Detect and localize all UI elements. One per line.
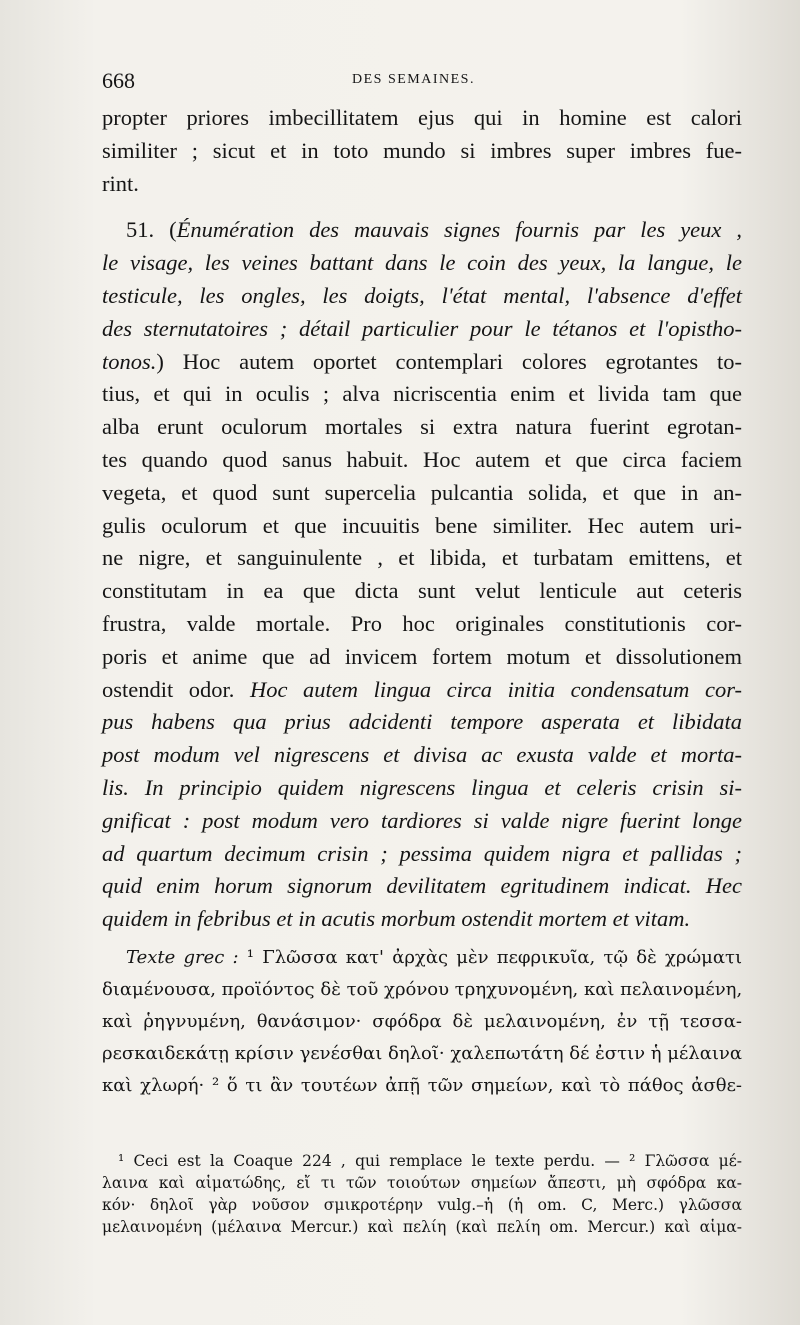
text-line	[102, 772, 742, 805]
italic-segment: des sternutatoires ; détail particulier pour le tétanos et l'opistho-	[102, 315, 742, 341]
text-line: similiter ; sicut et in toto mundo si imbres super imbres fue-	[102, 137, 742, 163]
running-head: DES SEMAINES.	[352, 72, 475, 87]
italic-segment: Hoc autem lingua circa initia condensatum cor-	[250, 676, 743, 702]
text-segment: καὶ χλωρή· ² ὅ τι ἂν τουτέων ἀπῇ τῶν σημείων, καὶ τὸ πάθος ἀσθε-	[102, 1074, 742, 1096]
italic-segment: Énumération des mauvais signes fournis par les yeux ,	[176, 217, 743, 243]
text-segment: ¹ Γλῶσσα κατ' ἀρχὰς μὲν πεφρικυῖα, τῷ δὲ χρώματι	[246, 946, 743, 968]
text-line	[102, 942, 742, 974]
text-line	[102, 575, 742, 608]
text-line	[102, 1070, 742, 1102]
footnote-line: κόν· δηλοῖ γὰρ νοῦσον σμικροτέρην vulg.–ἡ (ἡ om. C, Merc.) γλῶσσα	[102, 1196, 742, 1214]
footnote-line: μελαινομένη (μέλαινα Mercur.) καὶ πελίη (καὶ πελίη om. Mercur.) καὶ αἱμα-	[102, 1218, 742, 1236]
text-segment: poris et anime que ad invicem fortem motum et dissolutionem	[102, 643, 742, 669]
text-segment: alba erunt oculorum mortales si extra natura fuerint egrotan-	[102, 414, 742, 440]
text-line	[102, 247, 742, 280]
text-line	[102, 510, 742, 543]
text-line	[102, 1038, 742, 1070]
text-line	[102, 313, 742, 346]
text-segment: ne nigre, et sanguinulente , et libida, et turbatam emittens, et	[102, 545, 742, 571]
text-segment: constitutam in ea que dicta sunt velut lenticule aut ceteris	[102, 578, 742, 604]
continuation-paragraph	[102, 102, 742, 200]
text-segment: tius, et qui in oculis ; alva nicriscentia enim et livida tam que	[102, 381, 742, 407]
text-line	[102, 280, 742, 313]
italic-segment: le visage, les veines battant dans le coin des yeux, la langue, le	[102, 250, 742, 276]
section-51-paragraph	[102, 214, 742, 936]
text-line	[102, 411, 742, 444]
text-line	[102, 870, 742, 903]
text-line: rint.	[102, 170, 139, 196]
italic-segment: testicule, les ongles, les doigts, l'état mental, l'absence d'effet	[102, 282, 742, 308]
text-line	[102, 974, 742, 1006]
text-line	[102, 706, 742, 739]
page-number: 668	[102, 68, 135, 93]
italic-segment: quidem in febribus et in acutis morbum ostendit mortem et vitam.	[102, 906, 691, 932]
italic-segment: Texte grec :	[126, 946, 247, 968]
text-line	[102, 214, 742, 247]
italic-segment: tonos.	[102, 348, 157, 374]
page-header	[102, 68, 742, 94]
text-segment: ρεσκαιδεκάτῃ κρίσιν γενέσθαι δηλοῖ· χαλεπωτάτη δέ ἐστιν ἡ μέλαινα	[102, 1042, 743, 1064]
footnote-line: ¹ Ceci est la Coaque 224 , qui remplace le texte perdu. — ² Γλῶσσα μέ-	[118, 1152, 742, 1170]
text-line	[102, 346, 742, 379]
text-segment: tes quando quod sanus habuit. Hoc autem et que circa faciem	[102, 446, 742, 472]
paragraph-gap	[102, 200, 742, 214]
text-segment: gulis oculorum et que incuuitis bene similiter. Hec autem uri-	[102, 512, 742, 538]
text-line: propter priores imbecillitatem ejus qui in homine est calori	[102, 105, 742, 130]
italic-segment: ad quartum decimum crisin ; pessima quidem nigra et pallidas ;	[102, 840, 742, 866]
greek-text-paragraph	[102, 942, 742, 1102]
text-line	[102, 542, 742, 575]
text-line	[102, 903, 742, 936]
text-line	[102, 805, 742, 838]
text-line	[102, 739, 742, 772]
text-segment: καὶ ῥηγνυμένη, θανάσιμον· σφόδρα δὲ μελαινομένη, ἐν τῇ τεσσα-	[102, 1010, 742, 1032]
italic-segment: gnificat : post modum vero tardiores si valde nigre fuerint longe	[102, 807, 742, 833]
text-segment: frustra, valde mortale. Pro hoc originales constitutionis cor-	[102, 610, 742, 636]
main-text	[102, 102, 742, 1102]
text-line	[102, 378, 742, 411]
text-segment: διαμένουσα, προϊόντος δὲ τοῦ χρόνου τρηχυνομένη, καὶ πελαινομένη,	[102, 978, 743, 1000]
text-line	[102, 1006, 742, 1038]
footnotes	[102, 1150, 742, 1238]
text-segment: vegeta, et quod sunt supercelia pulcantia solida, et que in an-	[102, 479, 742, 505]
italic-segment: pus habens qua prius adcidenti tempore asperata et libidata	[102, 709, 742, 735]
text-line	[102, 838, 742, 871]
text-segment: 51. (	[126, 217, 177, 243]
footnote-line: λαινα καὶ αἱματώδης, εἴ τι τῶν τοιούτων σημείων ἄπεστι, μὴ σφόδρα κα-	[102, 1174, 742, 1192]
italic-segment: quid enim horum signorum devilitatem egritudinem indicat. Hec	[102, 873, 742, 899]
text-line	[102, 444, 742, 477]
text-line	[102, 477, 742, 510]
text-segment: ostendit odor.	[102, 676, 250, 702]
text-line	[102, 608, 742, 641]
text-segment: ) Hoc autem oportet contemplari colores egrotantes to-	[156, 348, 742, 374]
italic-segment: post modum vel nigrescens et divisa ac exusta valde et morta-	[102, 742, 742, 768]
text-line	[102, 641, 742, 674]
italic-segment: lis. In principio quidem nigrescens lingua et celeris crisin si-	[102, 774, 742, 800]
text-line	[102, 674, 742, 707]
